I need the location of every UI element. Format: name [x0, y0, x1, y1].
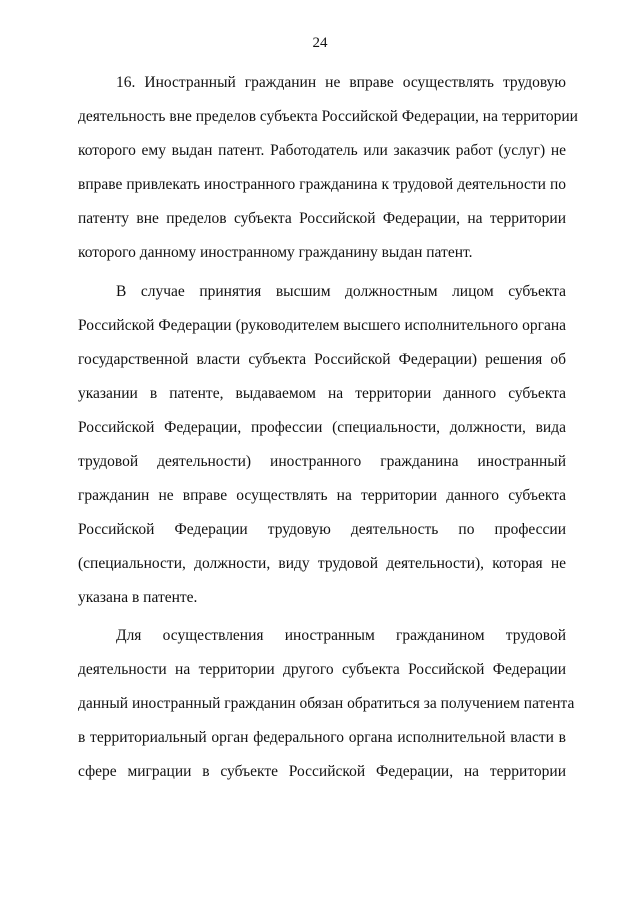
paragraph-2-line-2: Российской Федерации (руководителем высшего исполнительного органа [78, 317, 566, 334]
paragraph-3-line-5: сфере миграции в субъекте Российской Федерации, на территории [78, 763, 566, 780]
paragraph-1-line-2: деятельность вне пределов субъекта Российской Федерации, на территории [78, 108, 578, 125]
paragraph-2-line-1: В случае принятия высшим должностным лицом субъекта [116, 283, 566, 300]
paragraph-3-line-4: в территориальный орган федерального органа исполнительной власти в [78, 729, 566, 746]
paragraph-1-line-5: патенту вне пределов субъекта Российской Федерации, на территории [78, 210, 566, 227]
paragraph-2-line-7: гражданин не вправе осуществлять на территории данного субъекта [78, 487, 566, 504]
paragraph-2-line-8: Российской Федерации трудовую деятельность по профессии [78, 521, 566, 538]
paragraph-1-line-4: вправе привлекать иностранного гражданина к трудовой деятельности по [78, 176, 566, 193]
paragraph-2-line-6: трудовой деятельности) иностранного гражданина иностранный [78, 453, 566, 470]
paragraph-1-line-1: 16. Иностранный гражданин не вправе осуществлять трудовую [116, 74, 566, 91]
paragraph-2-line-10: указана в патенте. [78, 589, 198, 606]
paragraph-2-line-9: (специальности, должности, виду трудовой деятельности), которая не [78, 555, 566, 572]
paragraph-3-line-3: данный иностранный гражданин обязан обратиться за получением патента [78, 695, 575, 712]
page-number: 24 [312, 35, 328, 51]
paragraph-3-line-1: Для осуществления иностранным гражданином трудовой [116, 627, 566, 644]
paragraph-2-line-4: указании в патенте, выдаваемом на территории данного субъекта [78, 385, 566, 402]
paragraph-2-line-3: государственной власти субъекта Российской Федерации) решения об [78, 351, 566, 368]
paragraph-1-line-3: которого ему выдан патент. Работодатель или заказчик работ (услуг) не [78, 142, 566, 159]
paragraph-3-line-2: деятельности на территории другого субъекта Российской Федерации [78, 661, 566, 678]
paragraph-1-line-6: которого данному иностранному гражданину выдан патент. [78, 244, 473, 261]
paragraph-2-line-5: Российской Федерации, профессии (специальности, должности, вида [78, 419, 566, 436]
